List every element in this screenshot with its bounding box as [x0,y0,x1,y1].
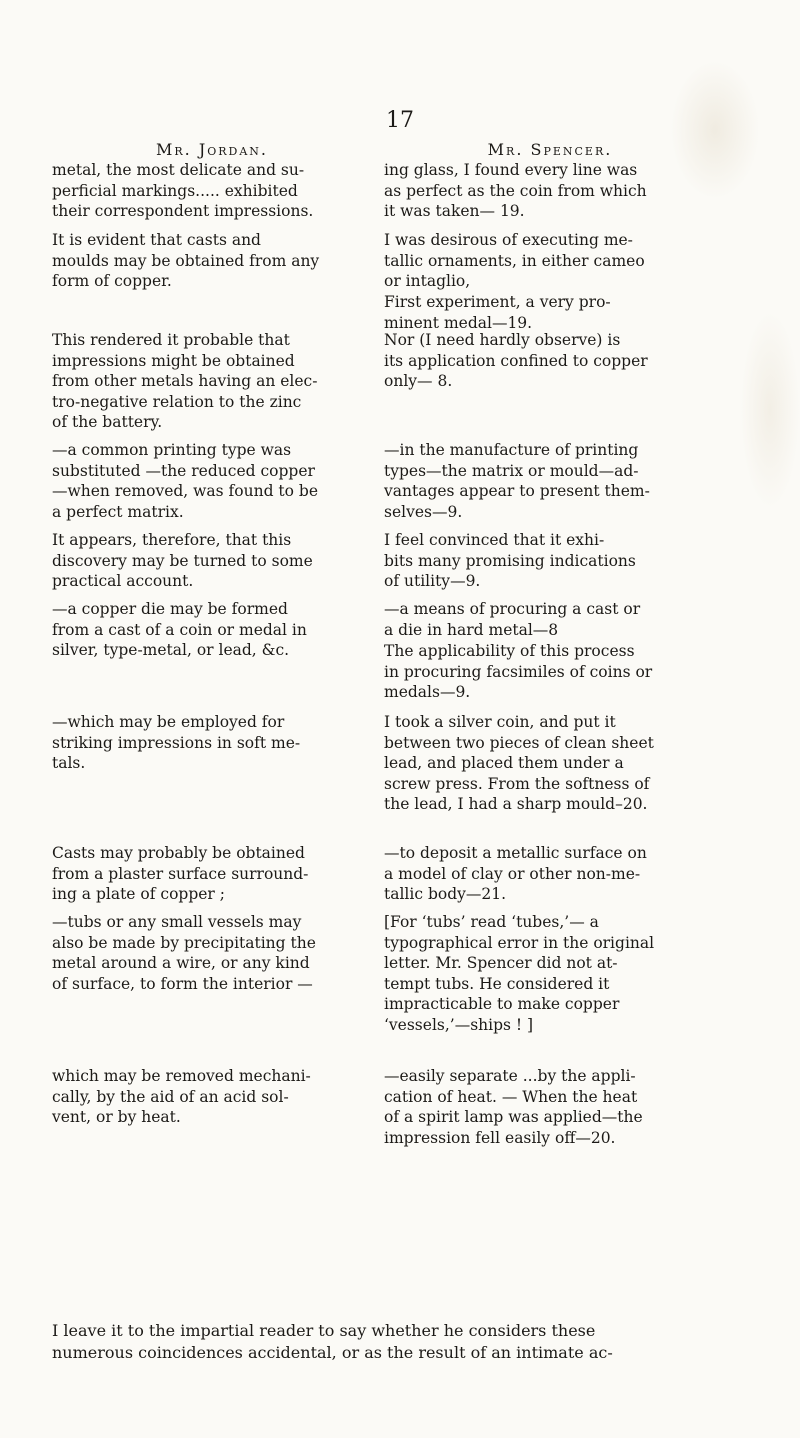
footer-paragraph: I leave it to the impartial reader to say whether he considers these numerous coincidences accidental, or as the result of an intimate ac- [52,1321,613,1362]
left-paragraph: metal, the most delicate and su- perficial markings..... exhibited their correspondent impressions. [52,161,314,221]
page-number: 17 [386,108,414,133]
right-paragraph: —a means of procuring a cast or a die in hard metal—8 [384,600,641,639]
left-paragraph: —tubs or any small vessels may also be made by precipitating the metal around a wire, or any kind of surface, to form the interior — [52,913,316,993]
right-paragraph: —easily separate ...by the appli- cation of heat. — When the heat of a spirit lamp was applied—the impression fell easily off—20. [384,1067,643,1147]
left-paragraph: which may be removed mechani- cally, by the aid of an acid sol- vent, or by heat. [52,1067,311,1127]
page-smudge [740,310,800,510]
left-paragraph: —which may be employed for striking impressions in soft me- tals. [52,713,301,773]
right-column-header: Mr. Spencer. [487,140,613,159]
left-paragraph: —a copper die may be formed from a cast of a coin or medal in silver, type-metal, or lead, &c. [52,600,307,660]
right-paragraph: I was desirous of executing me- tallic ornaments, in either cameo or intaglio, [384,231,645,291]
left-paragraph: Casts may probably be obtained from a plaster surface surround- ing a plate of copper ; [52,844,309,904]
right-paragraph: [For ‘tubs’ read ‘tubes,’— a typographical error in the original letter. Mr. Spencer did not at- tempt tubs. He considered it impracticable to make copper ‘vessels,’—ships ! ] [384,913,655,1034]
right-paragraph: —in the manufacture of printing types—the matrix or mould—ad- vantages appear to present them- selves—9. [384,441,650,521]
left-paragraph: This rendered it probable that impressions might be obtained from other metals having an elec- tro-negative relation to the zinc of the battery. [52,331,318,432]
left-paragraph: It appears, therefore, that this discovery may be turned to some practical account. [52,531,313,591]
right-paragraph: The applicability of this process in procuring facsimiles of coins or medals—9. [384,642,653,702]
left-column-header: Mr. Jordan. [155,140,269,159]
right-paragraph: First experiment, a very pro- minent medal—19. [384,293,611,332]
right-paragraph: Nor (I need hardly observe) is its application confined to copper only— 8. [384,331,648,391]
left-paragraph: It is evident that casts and moulds may be obtained from any form of copper. [52,231,320,291]
right-paragraph: —to deposit a metallic surface on a model of clay or other non-me- tallic body—21. [384,844,647,904]
right-paragraph: ing glass, I found every line was as perfect as the coin from which it was taken— 19. [384,161,647,221]
right-paragraph: I feel convinced that it exhi- bits many promising indications of utility—9. [384,531,636,591]
left-paragraph: —a common printing type was substituted —the reduced copper —when removed, was found to be a perfect matrix. [52,441,319,521]
right-paragraph: I took a silver coin, and put it between two pieces of clean sheet lead, and placed them under a screw press. From the softness of the lead, I had a sharp mould–20. [384,713,654,814]
